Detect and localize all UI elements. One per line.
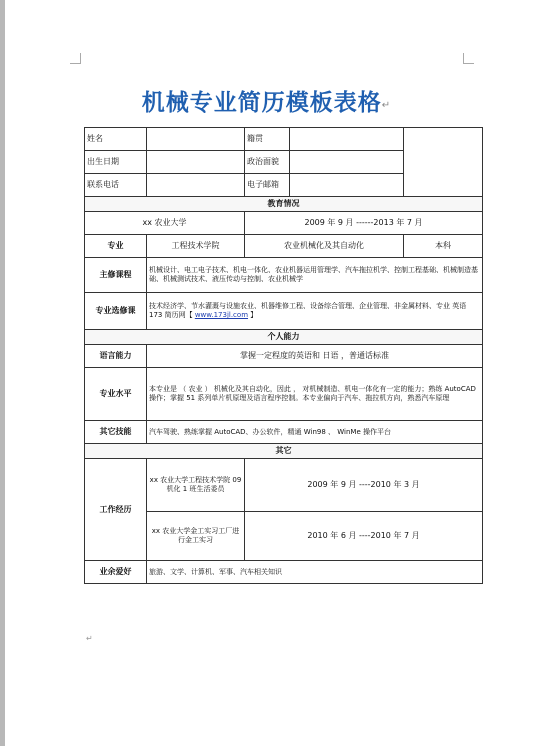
political-status-label: 政治面貌 <box>245 151 290 174</box>
college-name: 工程技术学院 <box>147 235 245 258</box>
hobby-label: 业余爱好 <box>85 561 147 584</box>
page-title-text: 机械专业简历模板表格 <box>141 90 382 116</box>
degree: 本科 <box>404 235 483 258</box>
birth-date-value[interactable] <box>147 151 245 174</box>
other-skills-text: 汽车驾驶、熟练掌握 AutoCAD、办公软件，精通 Win98 、 WinMe 操作平台 <box>147 421 483 444</box>
school-period: 2009 年 9 月 ------2013 年 7 月 <box>245 212 483 235</box>
email-value[interactable] <box>290 174 404 197</box>
table-row <box>85 421 483 444</box>
table-row <box>85 444 483 459</box>
table-row <box>85 293 483 330</box>
table-row <box>85 368 483 421</box>
table-row <box>85 212 483 235</box>
email-label: 电子邮箱 <box>245 174 290 197</box>
margin-corner-top-right <box>463 53 474 64</box>
name-value[interactable] <box>147 128 245 151</box>
professional-level-text: 本专业是 （ 农业 ） 机械化及其自动化，因此 ， 对机械制造、机电一体化有一定的能力；熟练 AutoCAD 操作；掌握 51 系列单片机原理及语言程序控制。本专业偏向于汽车、拖拉机方向，熟悉汽车原理 <box>147 368 483 421</box>
margin-corner-top-left <box>70 53 81 64</box>
courses-label: 主修课程 <box>85 258 147 293</box>
major-name: 农业机械化及其自动化 <box>245 235 404 258</box>
birth-date-label: 出生日期 <box>85 151 147 174</box>
professional-level-label: 专业水平 <box>85 368 147 421</box>
resume-table <box>84 127 483 584</box>
electives-text: 技术经济学、节水灌溉与设施农业、机器维修工程、设备综合管理、企业管理、非金属材料、专业 英语 173 简历网【 <box>149 302 467 319</box>
other-section-header: 其它 <box>85 444 483 459</box>
electives-label: 专业选修课 <box>85 293 147 330</box>
table-row <box>85 459 483 512</box>
paragraph-mark: ↵ <box>381 100 392 111</box>
work-experience-label: 工作经历 <box>85 459 147 561</box>
job-1-title: xx 农业大学工程技术学院 09 机化 1 班生活委员 <box>147 459 245 512</box>
language-text: 掌握一定程度的英语和 日语 ，普通话标准 <box>147 345 483 368</box>
other-skills-label: 其它技能 <box>85 421 147 444</box>
table-row <box>85 330 483 345</box>
political-status-value[interactable] <box>290 151 404 174</box>
phone-value[interactable] <box>147 174 245 197</box>
education-section-header: 教育情况 <box>85 197 483 212</box>
site-link-close: 】 <box>250 311 258 319</box>
native-place-value[interactable] <box>290 128 404 151</box>
document-end-paragraph-mark: ↵ <box>86 634 93 643</box>
major-label: 专业 <box>85 235 147 258</box>
language-label: 语言能力 <box>85 345 147 368</box>
job-1-period: 2009 年 9 月 ----2010 年 3 月 <box>245 459 483 512</box>
table-row <box>85 561 483 584</box>
school-name: xx 农业大学 <box>85 212 245 235</box>
job-2-period: 2010 年 6 月 ----2010 年 7 月 <box>245 512 483 561</box>
table-row <box>85 345 483 368</box>
table-row <box>85 197 483 212</box>
ability-section-header: 个人能力 <box>85 330 483 345</box>
table-row <box>85 235 483 258</box>
table-row <box>85 258 483 293</box>
photo-cell[interactable] <box>404 128 483 197</box>
electives-cell <box>147 293 483 330</box>
phone-label: 联系电话 <box>85 174 147 197</box>
page-title <box>0 84 533 117</box>
native-place-label: 籍贯 <box>245 128 290 151</box>
table-row <box>85 128 483 151</box>
name-label: 姓名 <box>85 128 147 151</box>
site-link[interactable]: www.173jl.com <box>194 311 249 319</box>
courses-text: 机械设计、电工电子技术、机电一体化、农业机器运用管理学、汽车拖拉机学、控制工程基础、机械制造基础、机械测试技术、液压传动与控制、农业机械学 <box>147 258 483 293</box>
job-2-title: xx 农业大学金工实习工厂进行金工实习 <box>147 512 245 561</box>
hobby-text: 旅游、文学、计算机、军事、汽车相关知识 <box>147 561 483 584</box>
